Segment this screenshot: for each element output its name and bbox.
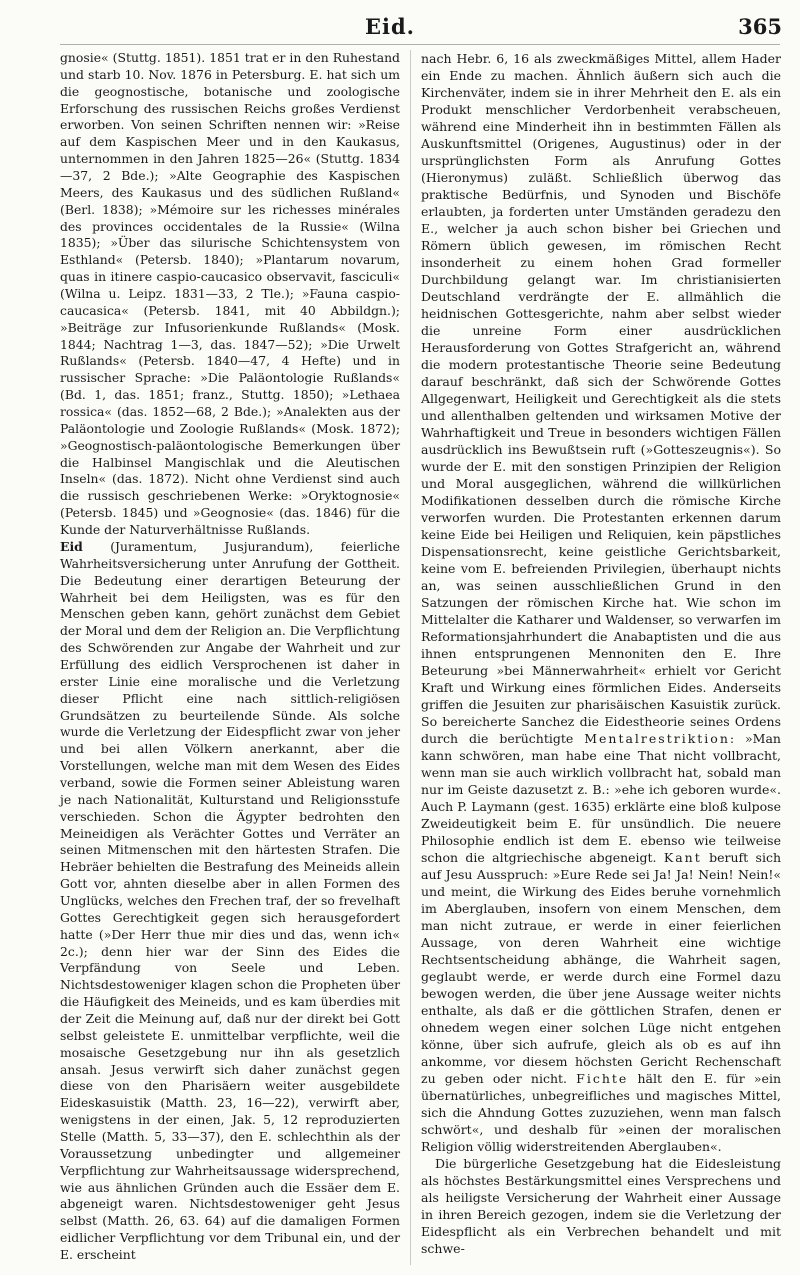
running-headword: Eid. — [365, 14, 415, 39]
term-mentalrestriktion: Mentalrestriktion — [584, 731, 730, 746]
column-divider — [410, 50, 411, 1265]
text-run: nach Hebr. 6, 16 als zweckmäßiges Mittel, allem Hader ein Ende zu machen. Ähnlich äußern sich auch die Kirchenväter, indem sie in ihrer Mehrheit den E. als ein Produkt menschlicher Verdorbenheit verabscheuen, während eine Minderheit ihn in bestimmten Fällen als Auskunftsmittel (Origenes, Augustinus) oder in der ursprünglichsten Form als Anrufung Gottes (Hieronymus) zuläßt. Schließlich überwog das praktische Bedürfnis, und Synoden und Bischöfe erlaubten, ja forderten unter Umständen geradezu den E., welcher ja auch schon bisher bei Griechen und Römern üblich gewesen, im römischen Recht insonderheit zu einem hohen Grad formeller Durchbildung gelangt war. Im christianisierten Deutschland verdrängte der E. allmählich die heidnischen Gottesgerichte, nahm aber selbst wieder die unreine Form einer ausdrücklichen Herausforderung von Gottes Strafgericht an, während die modern protestantische Theorie seine Bedeutung darauf beschränkt, daß sich der Schwörende Gottes Allgegenwart, Heiligkeit und Gerechtigkeit als die stets und allenthalben geltenden und wirksamen Motive der Wahrhaftigkeit und Treue in besonders wichtigen Fällen ausdrücklich ins Bewußtsein ruft (»Gotteszeugnis«). So wurde der E. mit den sonstigen Prinzipien der Religion und Moral ausgeglichen, während die willkürlichen Modifikationen desselben durch die römische Kirche verworfen wurden. Die Protestanten erkennen darum keine Eide bei Heiligen und Reliquien, kein päpstliches Dispensationsrecht, keine geistliche Gerichtsbarkeit, keine vom E. befreienden Privilegien, überhaupt nichts an, was seinen ausschließlichen Grund in den Satzungen der römischen Kirche hat. Wie schon im Mittelalter die Katharer und Waldenser, so verwarfen im Reformationsjahrhundert die Anabaptisten und die aus ihnen entsprungenen Mennoniten den E. Ihre Beteurung »bei Männerwahrheit« erhielt vor Gericht Kraft und Wirkung eines förmlichen Eides. Anderseits griffen die Jesuiten zur pharisäischen Kasuistik zurück. So bereicherte Sanchez die Eidestheorie seines Ordens durch die berüchtigte — [421, 51, 781, 746]
entry-headword: Eid — [60, 538, 83, 554]
text-run: beruft sich auf Jesu Ausspruch: »Eure Rede sei Ja! Ja! Nein! Nein!« und meint, die Wirkung des Eides beruhe vornehmlich im Aberglauben, insofern von einem Menschen, dem man nicht zutraue, er werde in einer feierlichen Aussage, von deren Wahrheit eine wichtige Rechtsentscheidung abhänge, die Wahrheit sagen, geglaubt werde, er werde durch eine Formel dazu bewogen werden, die über jene Aussage weiter nichts enthalte, als daß er die göttlichen Strafen, denen er ohnedem wegen einer solchen Lüge nicht entgehen könne, über sich aufrufe, gleich als ob es auf ihn ankomme, vor diesem höchsten Gericht Rechenschaft zu geben oder nicht. — [421, 850, 781, 1086]
text-run: : »Man kann schwören, man habe eine That nicht vollbracht, wenn man sie auch wirklich vollbracht hat, sobald man nur im Geiste dazusetzt z. B.: »ehe ich geboren wurde«. Auch P. Laymann (gest. 1635) erklärte eine bloß kulpose Zweideutigkeit beim E. für unsündlich. Die neuere Philosophie endlich ist dem E. ebenso wie teilweise schon die altgriechische abgeneigt. — [421, 731, 781, 865]
page-header — [0, 10, 800, 44]
paragraph-continuation: gnosie« (Stuttg. 1851). 1851 trat er in den Ruhestand und starb 10. Nov. 1876 in Petersburg. E. hat sich um die geognostische, botanische und zoologische Erforschung des russischen Reichs großes Verdienst erworben. Von seinen Schriften nennen wir: »Reise auf dem Kaspischen Meer und in den Kaukasus, unternommen in den Jahren 1825—26« (Stuttg. 1834—37, 2 Bde.); »Alte Geographie des Kaspischen Meers, des Kaukasus und des südlichen Rußland« (Berl. 1838); »Mémoire sur les richesses minérales des provinces occidentales de la Russie« (Wilna 1835); »Über das silurische Schichtensystem von Esthland« (Petersb. 1840); »Plantarum novarum, quas in itinere caspio-caucasico observavit, fasciculi« (Wilna u. Leipz. 1831—33, 2 Tle.); »Fauna caspio-caucasica« (Petersb. 1841, mit 40 Abbildgn.); »Beiträge zur Infusorienkunde Rußlands« (Mosk. 1844; Nachtrag 1—3, das. 1847—52); »Die Urwelt Rußlands« (Petersb. 1840—47, 4 Hefte) und in russischer Sprache: »Die Paläontologie Rußlands« (Bd. 1, das. 1851; franz., Stuttg. 1850); »Lethaea rossica« (das. 1852—68, 2 Bde.); »Analekten aus der Paläontologie und Zoologie Rußlands« (Mosk. 1872); »Geognostisch-paläontologische Bemerkungen über die Halbinsel Mangischlak und die Aleutischen Inseln« (das. 1872). Nicht ohne Verdienst sind auch die russisch geschriebenen Werke: »Oryktognosie« (Petersb. 1845) und »Geognosie« (das. 1846) für die Kunde der Naturverhältnisse Rußlands. — [60, 50, 400, 538]
right-column — [421, 50, 781, 1257]
page-number: 365 — [738, 14, 782, 39]
entry-text: (Juramentum, Jusjurandum), feierliche Wahrheitsversicherung unter Anrufung der Gottheit. Die Bedeutung einer derartigen Beteurung der Wahrheit bei dem Heiligsten, was es für den Menschen geben kann, gehört zunächst dem Gebiet der Moral und dem der Religion an. Die Verpflichtung des Schwörenden zur Angabe der Wahrheit und zur Erfüllung des eidlich Versprochenen ist daher in erster Linie eine moralische und die Verletzung dieser Pflicht eine nach sittlich-religiösen Grundsätzen zu beurteilende Sünde. Als solche wurde die Verletzung der Eidespflicht zwar von jeher und bei allen Völkern anerkannt, aber die Vorstellungen, welche man mit dem Wesen des Eides verband, sowie die Formen seiner Ableistung waren je nach Nationalität, Kulturstand und Religionsstufe verschieden. Schon die Ägypter bedrohten den Meineidigen als Verächter Gottes und Verräter an seinen Mitmenschen mit den härtesten Strafen. Die Hebräer behielten die Bestrafung des Meineids allein Gott vor, ahnten dieselbe aber in allen Formen des Unglücks, welches den Frechen traf, der so frevelhaft Gottes Gerechtigkeit gegen sich herausgefordert hatte (»Der Herr thue mir dies und das, wenn ich« 2c.); denn hier war der Sinn des Eides die Verpfändung von Seele und Leben. Nichtsdestoweniger klagen schon die Propheten über die Häufigkeit des Meineids, und es kam überdies mit der Zeit die Meinung auf, daß nur der direkt bei Gott selbst geleistete E. unmittelbar verpflichte, weil die mosaische Gesetzgebung nur ihn als gesetzlich ansah. Jesus verwirft sich daher zunächst gegen diese von den Pharisäern weiter ausgebildete Eideskasuistik (Matth. 23, 16—22), verwirft aber, wenigstens in der einen, Jak. 5, 12 reproduzierten Stelle (Matth. 5, 33—37), den E. schlechthin als der Voraussetzung unbedingter und allgemeiner Verpflichtung zur Wahrheitsaussage widersprechend, wie aus ähnlichen Gründen auch die Essäer dem E. abgeneigt waren. Nichtsdestoweniger geht Jesus selbst (Matth. 26, 63. 64) auf die damaligen Formen eidlicher Verpflichtung vor dem Tribunal ein, und der E. erscheint — [60, 538, 400, 1263]
paragraph-law: Die bürgerliche Gesetzgebung hat die Eidesleistung als höchstes Bestärkungsmittel eines Versprechens und als heiligste Versicherung der Wahrheit einer Aussage in ihren Bereich gezogen, indem sie die Verletzung der Eidespflicht als ein Verbrechen behandelt und mit schwe- — [421, 1156, 781, 1256]
header-rule — [60, 44, 780, 45]
entry-eid — [60, 539, 400, 1264]
text-run: hält den E. für »ein übernatürliches, unbegreifliches und magisches Mittel, sich die Ahndung Gottes zuzuziehen, wenn man falsch schwört«, und deshalb für »einen der moralischen Religion völlig widerstreitenden Aberglauben«. — [421, 1071, 782, 1154]
left-column — [60, 50, 400, 1264]
paragraph-history — [421, 50, 781, 1155]
name-fichte: Fichte — [576, 1071, 629, 1086]
name-kant: Kant — [663, 850, 702, 865]
